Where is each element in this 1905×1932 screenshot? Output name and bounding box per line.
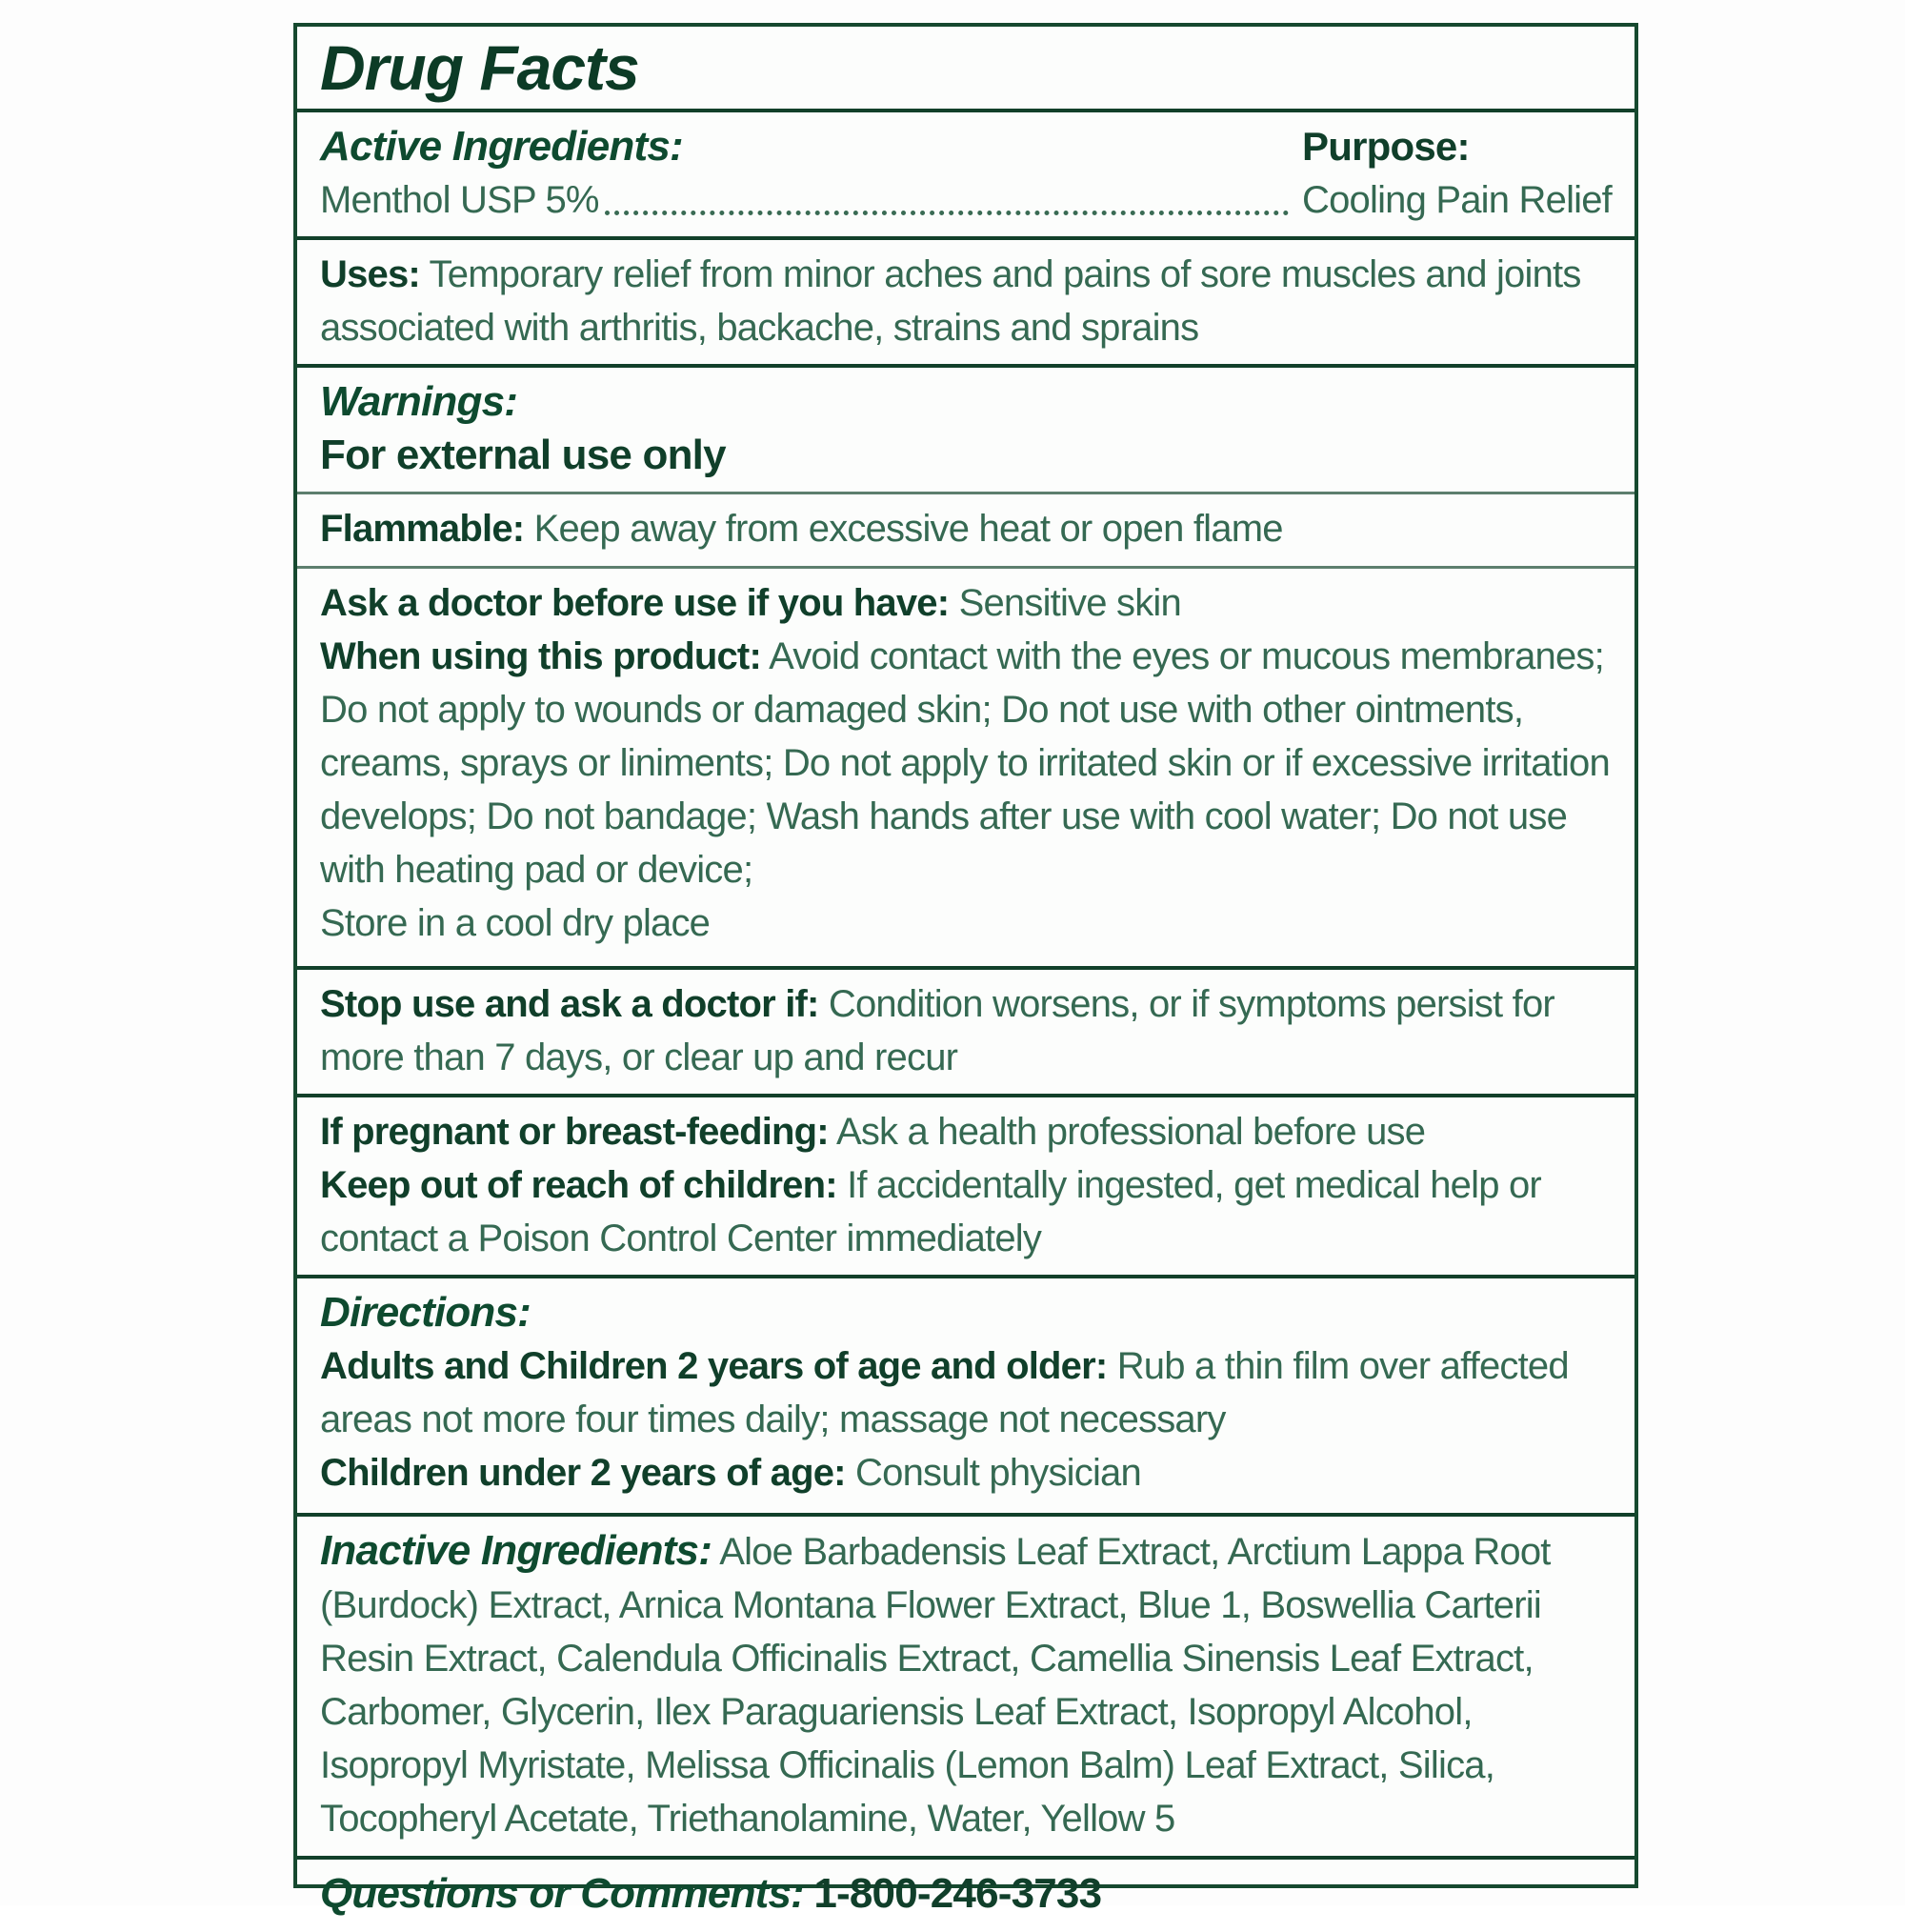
pregnancy-children-section <box>297 1094 1634 1275</box>
questions-section <box>297 1856 1634 1932</box>
when-using-label: When using this product: <box>320 635 761 677</box>
directions-children-label: Children under 2 years of age: <box>320 1452 846 1494</box>
inactive-ingredients-section <box>297 1513 1634 1856</box>
pregnant-label: If pregnant or breast-feeding: <box>320 1111 829 1153</box>
page-title: Drug Facts <box>320 32 639 103</box>
ask-doctor-section <box>297 566 1634 966</box>
flammable-text: Keep away from excessive heat or open flame <box>533 508 1283 550</box>
when-using-text: Avoid contact with the eyes or mucous membranes; Do not apply to wounds or damaged skin; Do not use with other ointments, creams, sprays or liniments; Do not apply to irritated skin or if excessive irritation develops; Do not bandage; Wash hands after use with cool water; Do not use with heating pad or device; <box>320 635 1610 891</box>
directions-section <box>297 1275 1634 1513</box>
dotted-leader <box>605 211 1289 215</box>
uses-text: Temporary relief from minor aches and pains of sore muscles and joints associated with arthritis, backache, strains and sprains <box>320 253 1581 349</box>
keep-out-of-reach-label: Keep out of reach of children: <box>320 1164 837 1206</box>
active-ingredients-section <box>297 109 1634 236</box>
directions-children-text: Consult physician <box>855 1452 1141 1494</box>
active-ingredients-heading: Active Ingredients: <box>320 123 683 170</box>
directions-adults-label: Adults and Children 2 years of age and older: <box>320 1345 1108 1387</box>
ask-doctor-text: Sensitive skin <box>958 582 1181 624</box>
stop-use-label: Stop use and ask a doctor if: <box>320 983 819 1025</box>
directions-adults-text: Rub a thin film over affected areas not more four times daily; massage not necessary <box>320 1345 1569 1440</box>
questions-phone-number: 1-800-246-3733 <box>813 1870 1102 1917</box>
keep-out-of-reach-text: If accidentally ingested, get medical help or contact a Poison Control Center immediately <box>320 1164 1541 1259</box>
inactive-ingredients-text: Aloe Barbadensis Leaf Extract, Arctium Lappa Root (Burdock) Extract, Arnica Montana Flower Extract, Blue 1, Boswellia Carterii Resin Extract, Calendula Officinalis Extract, Camellia Sinensis Leaf Extract, Carbomer, Glycerin, Ilex Paraguariensis Leaf Extract, Isopropyl Alcohol, Isopropyl Myristate, Melissa Officinalis (Lemon Balm) Leaf Extract, Silica, Tocopheryl Acetate, Triethanolamine, Water, Yellow 5 <box>320 1531 1551 1840</box>
questions-label: Questions or Comments: <box>320 1870 805 1917</box>
ask-doctor-label: Ask a doctor before use if you have: <box>320 582 950 624</box>
warnings-section <box>297 364 1634 492</box>
inactive-ingredients-label: Inactive Ingredients: <box>320 1527 712 1574</box>
active-ingredient-name: Menthol USP 5% <box>320 179 599 221</box>
active-ingredient-row <box>320 173 1294 227</box>
stop-use-text: Condition worsens, or if symptoms persist for more than 7 days, or clear up and recur <box>320 983 1554 1078</box>
stop-use-section <box>297 966 1634 1094</box>
purpose-heading: Purpose: <box>1302 124 1470 169</box>
purpose-value: Cooling Pain Relief <box>1302 179 1612 221</box>
warnings-heading: Warnings: <box>320 378 518 425</box>
uses-label: Uses: <box>320 253 420 295</box>
drug-facts-panel <box>293 23 1638 1917</box>
external-use-statement: For external use only <box>320 432 726 478</box>
store-text: Store in a cool dry place <box>320 902 711 944</box>
flammable-label: Flammable: <box>320 508 525 550</box>
directions-heading: Directions: <box>320 1289 531 1336</box>
uses-section <box>297 236 1634 364</box>
title-section <box>297 27 1634 109</box>
pregnant-text: Ask a health professional before use <box>835 1111 1426 1153</box>
flammable-section <box>297 492 1634 566</box>
